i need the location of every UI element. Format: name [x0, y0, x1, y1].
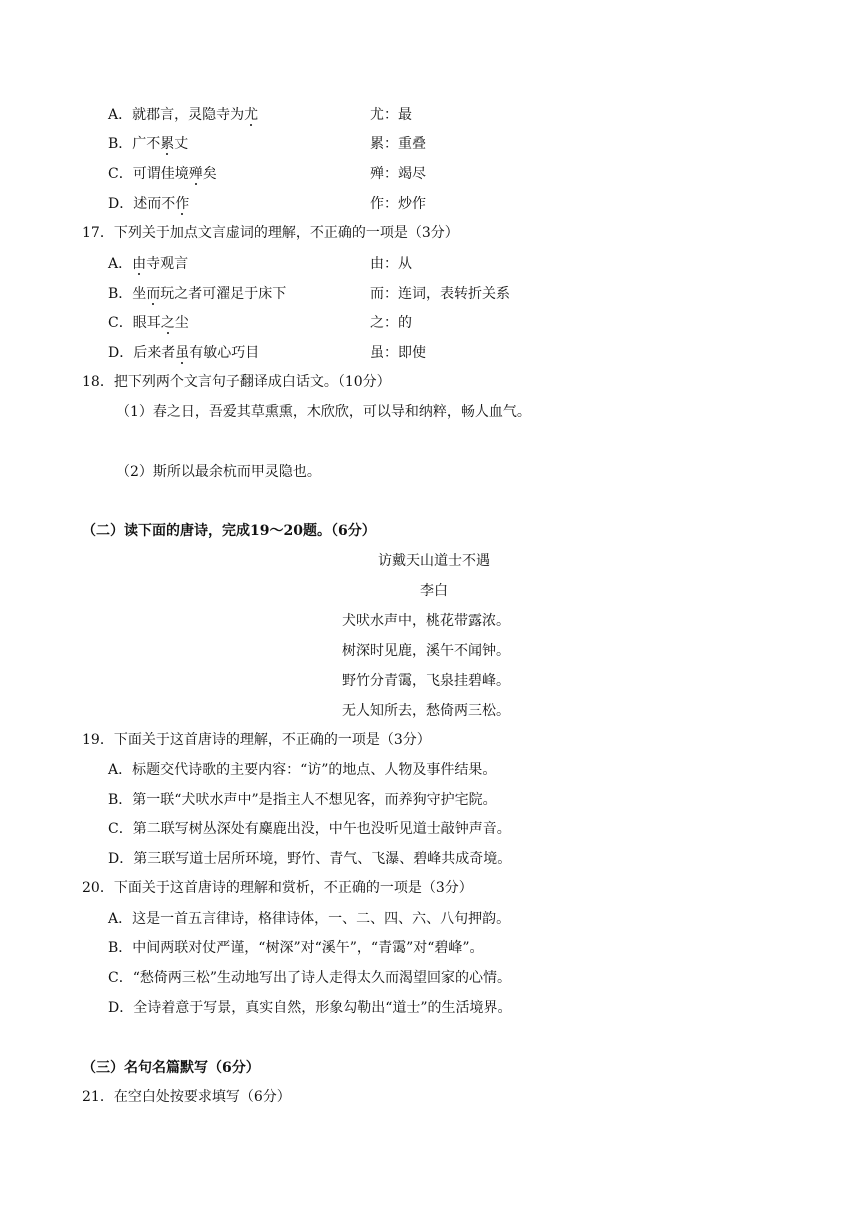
q20-option-c: C．“愁倚两三松”生动地写出了诗人走得太久而渴望回家的心情。 — [108, 970, 512, 986]
q16-gloss-a: 尤：最 — [370, 107, 412, 123]
q17-option-a: A．由寺观言 — [108, 256, 189, 272]
q17-option-b: B．坐而玩之者可濯足于床下 — [108, 286, 287, 302]
q17-gloss-d: 虽：即使 — [370, 345, 426, 361]
section-3-heading: （三）名句名篇默写（6分） — [82, 1060, 260, 1076]
q19-option-a: A．标题交代诗歌的主要内容：“访”的地点、人物及事件结果。 — [108, 762, 497, 778]
q20-option-b: B．中间两联对仗严谨，“树深”对“溪午”，“青霭”对“碧峰”。 — [108, 940, 484, 956]
poem-line-4: 无人知所去，愁倚两三松。 — [342, 703, 510, 719]
q16-option-c: C．可谓佳境殚矣 — [108, 166, 217, 182]
poem-line-1: 犬吠水声中，桃花带露浓。 — [342, 613, 510, 629]
q16-gloss-c: 殚：竭尽 — [370, 166, 426, 182]
q17-gloss-b: 而：连词，表转折关系 — [370, 286, 510, 302]
q17-stem: 17．下列关于加点文言虚词的理解，不正确的一项是（3分） — [82, 225, 459, 241]
poem-line-2: 树深时见鹿，溪午不闻钟。 — [342, 643, 510, 659]
q19-option-d: D．第三联写道士居所环境，野竹、青气、飞瀑、碧峰共成奇境。 — [108, 851, 512, 867]
q20-stem: 20．下面关于这首唐诗的理解和赏析，不正确的一项是（3分） — [82, 880, 473, 896]
q16-option-b: B．广不累丈 — [108, 136, 189, 152]
q16-option-a: A．就郡言，灵隐寺为尤 — [108, 107, 259, 123]
q18-stem: 18．把下列两个文言句子翻译成白话文。（10分） — [82, 374, 391, 390]
q16-gloss-b: 累：重叠 — [370, 136, 426, 152]
poem-title: 访戴天山道士不遇 — [378, 553, 490, 569]
q17-gloss-c: 之：的 — [370, 315, 412, 331]
poem-line-3: 野竹分青霭，飞泉挂碧峰。 — [342, 673, 510, 689]
q18-sentence-2: （2）斯所以最余杭而甲灵隐也。 — [116, 464, 321, 480]
q19-option-c: C．第二联写树丛深处有麋鹿出没，中午也没听见道士敲钟声音。 — [108, 821, 511, 837]
q16-gloss-d: 作：炒作 — [370, 196, 426, 212]
q19-option-b: B．第一联“犬吠水声中”是指主人不想见客，而养狗守护宅院。 — [108, 792, 497, 808]
q18-sentence-1: （1）春之日，吾爱其草熏熏，木欣欣，可以导和纳粹，畅人血气。 — [116, 404, 531, 420]
poem-author: 李白 — [420, 583, 448, 599]
q20-option-d: D．全诗着意于写景，真实自然，形象勾勒出“道士”的生活境界。 — [108, 1000, 512, 1016]
q16-option-d: D．述而不作 — [108, 196, 190, 212]
q17-option-c: C．眼耳之尘 — [108, 315, 189, 331]
q17-gloss-a: 由：从 — [370, 256, 412, 272]
q20-option-a: A．这是一首五言律诗，格律诗体，一、二、四、六、八句押韵。 — [108, 911, 511, 927]
section-2-heading: （二）读下面的唐诗，完成19～20题。（6分） — [82, 523, 376, 539]
q21-stem: 21．在空白处按要求填写（6分） — [82, 1089, 291, 1105]
q19-stem: 19．下面关于这首唐诗的理解，不正确的一项是（3分） — [82, 732, 431, 748]
q17-option-d: D．后来者虽有敏心巧目 — [108, 345, 260, 361]
